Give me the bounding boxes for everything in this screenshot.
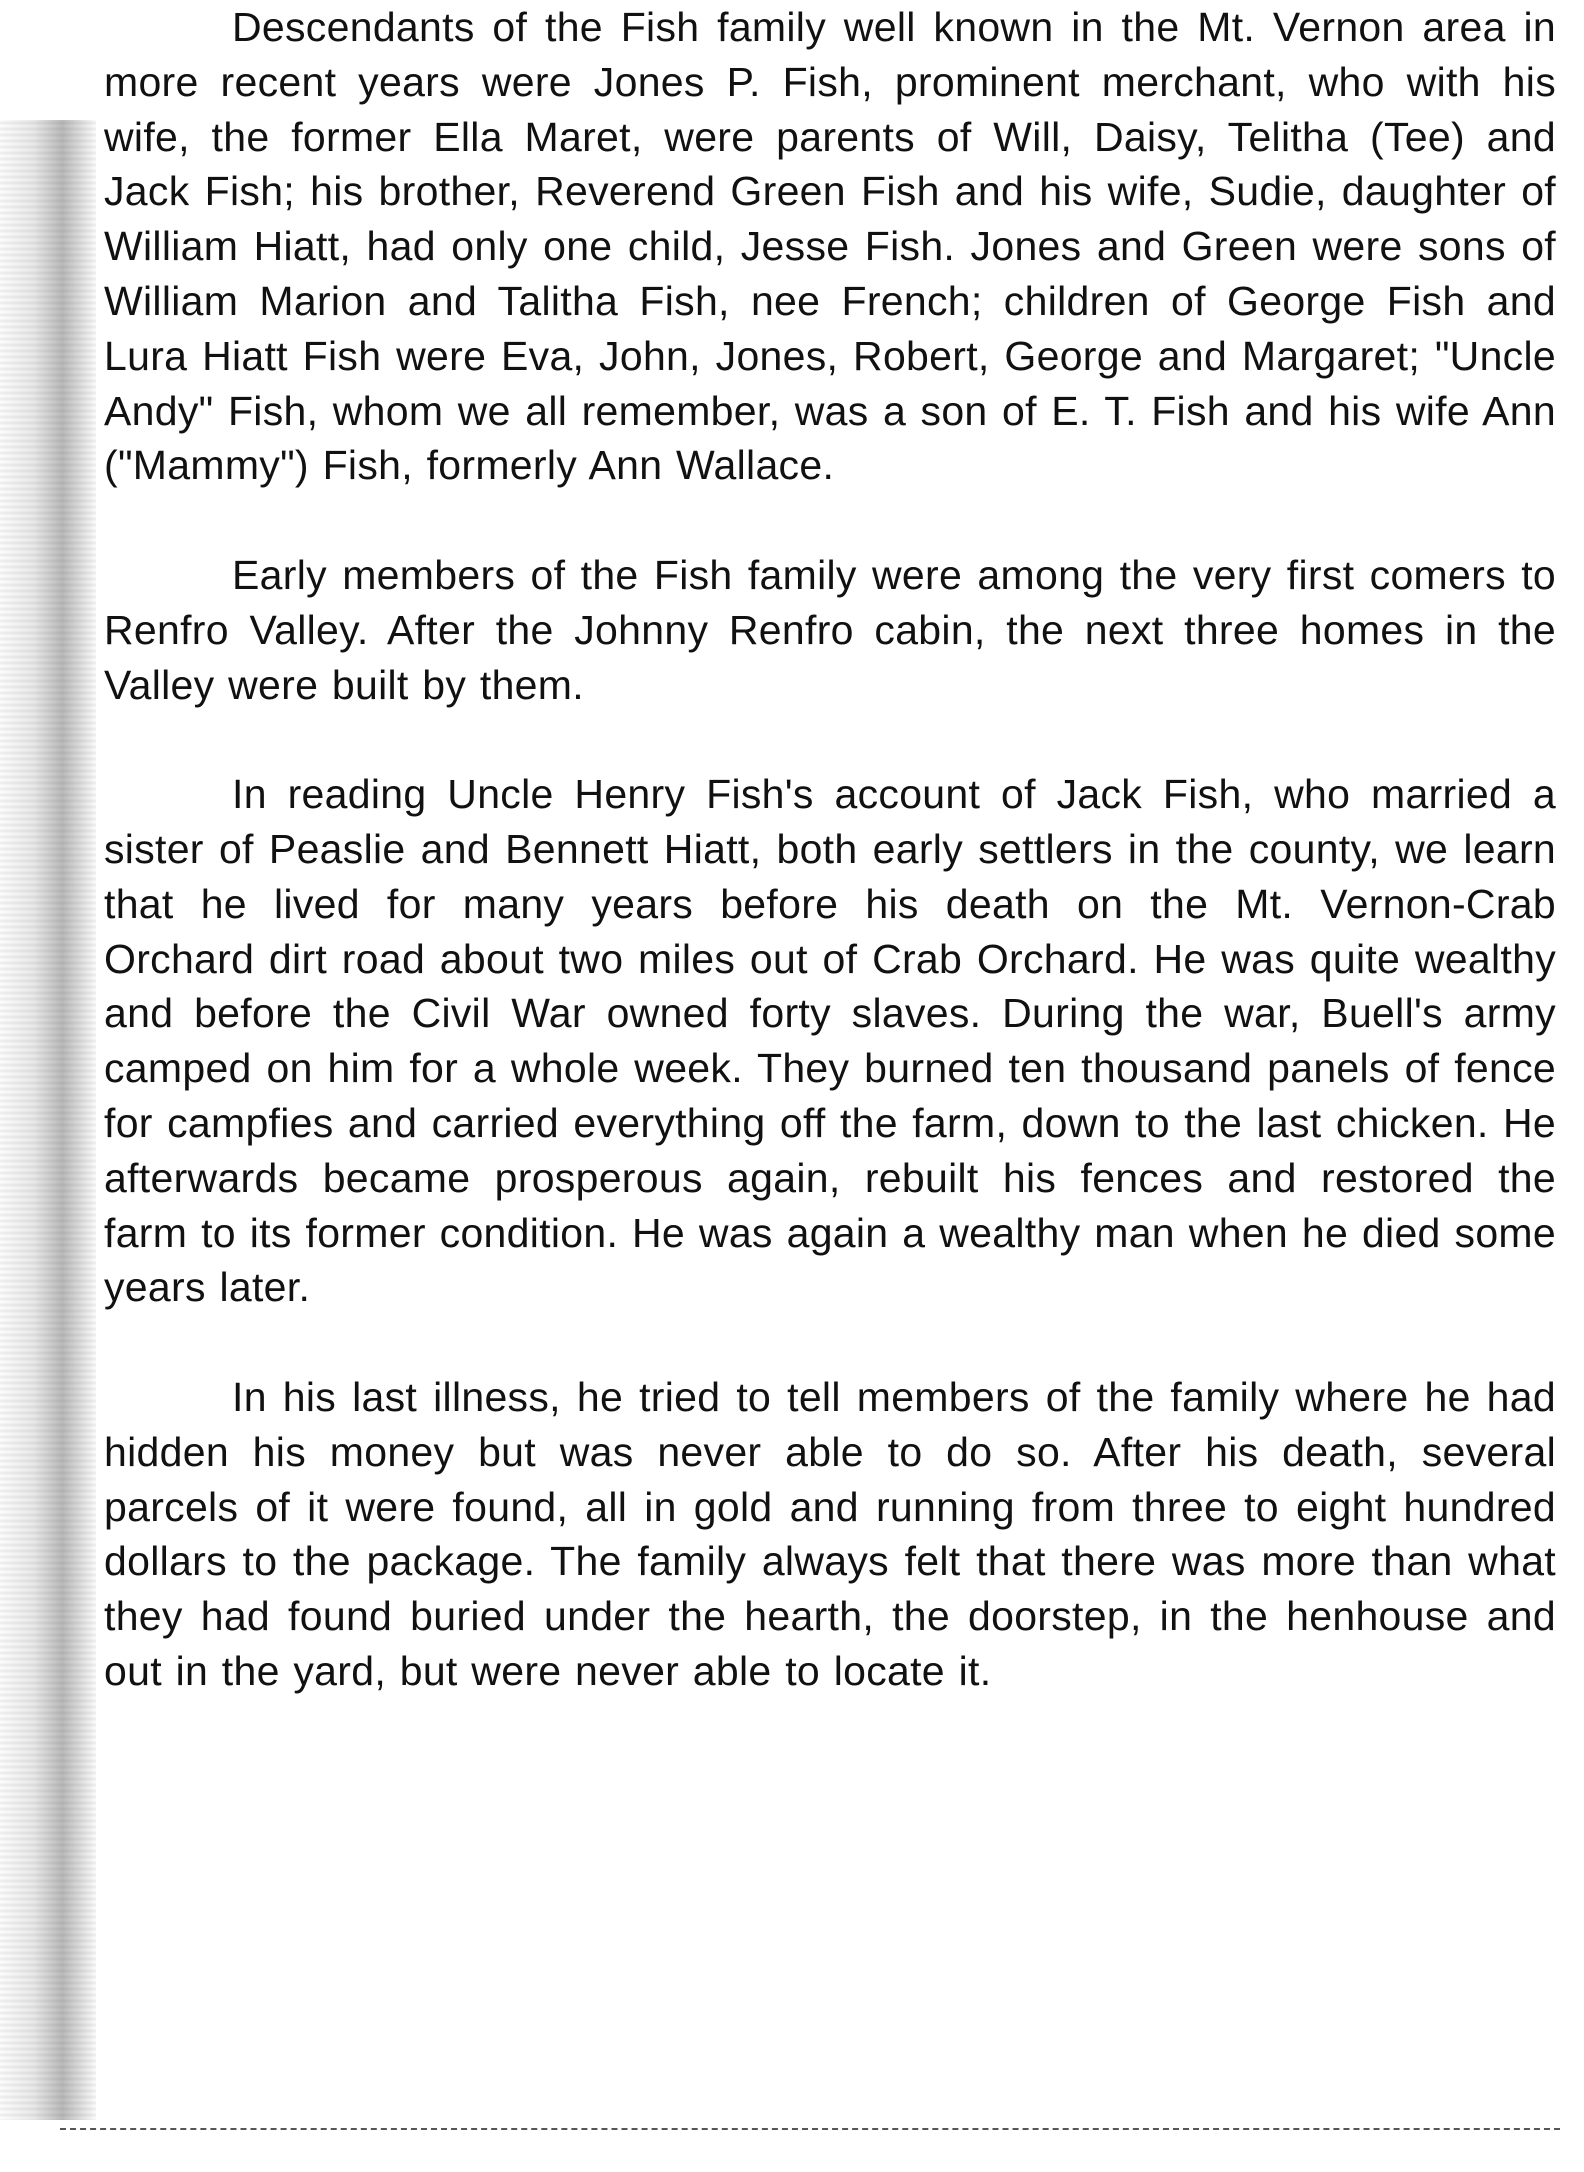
paragraph-jack-fish: In reading Uncle Henry Fish's account of Jack Fish, who married a sister of Peaslie and Bennett Hiatt, both early settlers in the county, we learn that he lived for many years before his death on the Mt. Vernon-Crab Orchard dirt road about two miles out of Crab Orchard. He was quite wealthy and before the Civil War owned forty slaves. During the war, Buell's army camped on him for a whole week. They burned ten thousand panels of fence for campfies and carried everything off the farm, down to the last chicken. He afterwards became prosperous again, rebuilt his fences and restored the farm to its former condition. He was again a wealthy man when he died some years later. bbox=[104, 771, 1556, 1311]
document-body bbox=[104, 0, 1556, 1754]
paragraph-early-members: Early members of the Fish family were among the very first comers to Renfro Valley. After the Johnny Renfro cabin, the next three homes in the Valley were built by them. bbox=[104, 551, 1556, 708]
paragraph-descendants: Descendants of the Fish family well known in the Mt. Vernon area in more recent years were Jones P. Fish, prominent merchant, who with his wife, the former Ella Maret, were parents of Will, Daisy, Telitha (Tee) and Jack Fish; his brother, Reverend Green Fish and his wife, Sudie, daughter of William Hiatt, had only one child, Jesse Fish. Jones and Green were sons of William Marion and Talitha Fish, nee French; children of George Fish and Lura Hiatt Fish were Eva, John, Jones, Robert, George and Margaret; "Uncle Andy" Fish, whom we all remember, was a son of E. T. Fish and his wife Ann ("Mammy") Fish, formerly Ann Wallace. bbox=[104, 4, 1556, 489]
paragraph-last-illness: In his last illness, he tried to tell members of the family where he had hidden his money but was never able to do so. After his death, several parcels of it were found, all in gold and running from three to eight hundred dollars to the package. The family always felt that there was more than what they had found buried under the hearth, the doorstep, in the henhouse and out in the yard, but were never able to locate it. bbox=[104, 1373, 1556, 1694]
bottom-divider bbox=[60, 2128, 1560, 2130]
scan-edge-shadow bbox=[0, 120, 96, 2120]
